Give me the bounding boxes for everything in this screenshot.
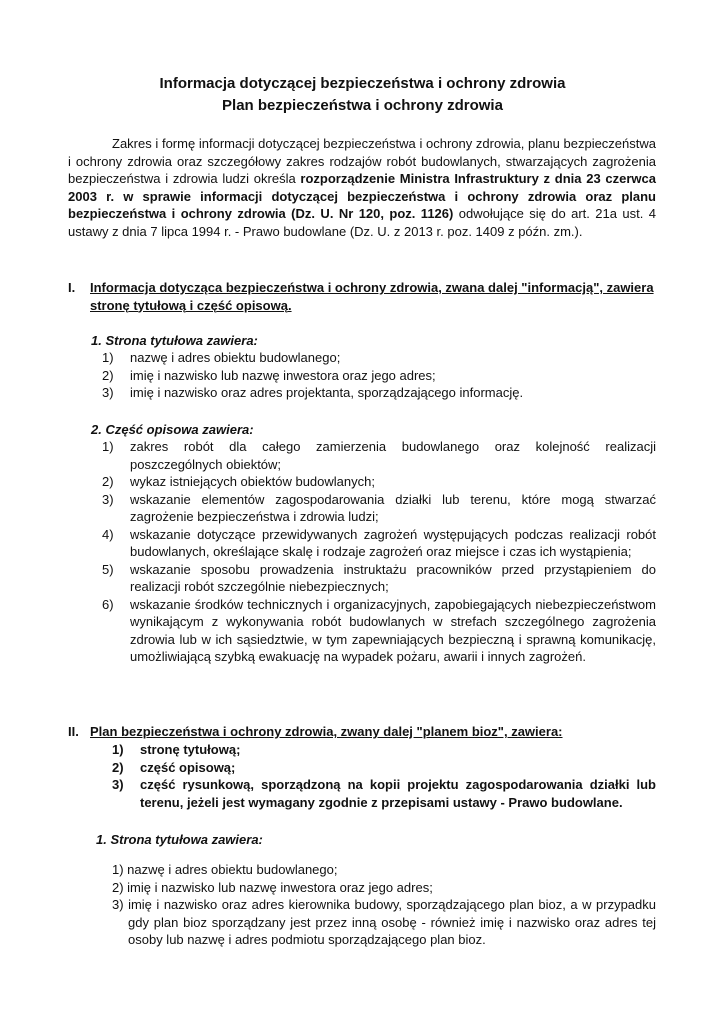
list-item: 2) wykaz istniejących obiektów budowlanych;	[102, 474, 375, 489]
section-1-heading	[68, 279, 658, 314]
list-item: 2) imię i nazwisko lub nazwę inwestora oraz jego adres;	[112, 879, 433, 895]
section-2-title: Plan bezpieczeństwa i ochrony zdrowia, zwany dalej "planem bioz", zawiera:	[90, 724, 563, 739]
document-title: Informacja dotyczącej bezpieczeństwa i ochrony zdrowia	[159, 75, 566, 92]
intro-text-a: Zakres i formę informacji dotyczącej bezpieczeństwa i ochrony zdrowia, planu bezpieczeństwa i ochrony zdrowia oraz szczegółowy zakres rodzajów robót budowlanych, stwarzających zagrożenia bezpieczeństwa i zdrowia ludzi określa	[68, 136, 656, 186]
list-item: 3) imię i nazwisko oraz adres projektanta, sporządzającego informację.	[102, 385, 524, 400]
list-item: 1) nazwę i adres obiektu budowlanego;	[102, 350, 341, 365]
section-2-contents-list	[112, 741, 656, 811]
list-item: 6) wskazanie środków technicznych i organizacyjnych, zapobiegających niebezpieczeństwom wynikającym z wykonywania robót budowlanych w strefach szczególnego zagrożenia zdrowia lub w ich sąsiedztwie, w tym zapewniających bezpieczną i sprawną komunikację, umożliwiającą szybką ewakuację na wypadek pożaru, awarii i innych zagrożeń.	[102, 596, 656, 664]
list-item: 1) stronę tytułową;	[112, 742, 241, 757]
section-1-sub-2-heading: 2. Część opisowa zawiera:	[91, 422, 254, 437]
section-1-sub-1-list	[102, 349, 562, 402]
section-1-number: I.	[68, 280, 76, 295]
list-item: 3) część rysunkową, sporządzoną na kopii projektu zagospodarowania działki lub terenu, jeżeli jest wymagany zgodnie z przepisami ustawy - Prawo budowlane.	[112, 777, 656, 810]
list-item: 1) nazwę i adres obiektu budowlanego;	[112, 862, 338, 877]
list-item: 3) imię i nazwisko oraz adres kierownika budowy, sporządzającego plan bioz, a w przypadku gdy plan bioz sporządzany jest przez inną osobę - również imię i nazwisko oraz adres tej osoby lub nazwę i adres podmiotu sporządzającego plan bioz.	[112, 897, 656, 947]
list-item: 2) imię i nazwisko lub nazwę inwestora oraz jego adres;	[102, 367, 436, 383]
list-item: 1) zakres robót dla całego zamierzenia budowlanego oraz kolejność realizacji poszczególnych obiektów;	[102, 439, 656, 472]
list-item: 5) wskazanie sposobu prowadzenia instruktażu pracowników przed przystąpieniem do realizacji robót szczególnie niebezpiecznych;	[102, 561, 656, 594]
section-2-heading	[68, 723, 658, 741]
list-item: 4) wskazanie dotyczące przewidywanych zagrożeń występujących podczas realizacji robót budowlanych, określające skalę i rodzaje zagrożeń oraz miejsce i czas ich wystąpienia;	[102, 526, 656, 559]
list-item: 3) wskazanie elementów zagospodarowania działki lub terenu, które mogą stwarzać zagrożenie bezpieczeństwa i zdrowia ludzi;	[102, 491, 656, 524]
intro-paragraph	[68, 135, 656, 240]
list-item: 2) część opisową;	[112, 759, 236, 775]
intro-text-c: odwołujące się do art. 21a ust. 4 ustawy z dnia 7 lipca 1994 r. - Prawo budowlane (Dz. U. z 2013 r. poz. 1409 z późn. zm.).	[68, 206, 656, 239]
section-2-number: II.	[68, 724, 79, 739]
section-1-sub-1-heading: 1. Strona tytułowa zawiera:	[91, 333, 258, 348]
section-2-sub-1-heading: 1. Strona tytułowa zawiera:	[96, 832, 263, 847]
section-1-title: Informacja dotycząca bezpieczeństwa i ochrony zdrowia, zwana dalej "informacją", zawiera stronę tytułową i część opisową.	[90, 280, 654, 313]
section-2-sub-1-list	[112, 861, 656, 949]
section-1-sub-2-list	[102, 438, 656, 666]
document-subtitle: Plan bezpieczeństwa i ochrony zdrowia	[222, 97, 503, 114]
intro-regulation: rozporządzenie Ministra Infrastruktury z dnia 23 czerwca 2003 r. w sprawie informacji dotyczącej bezpieczeństwa i ochrony zdrowia oraz planu bezpieczeństwa i ochrony zdrowia (Dz. U. Nr 120, poz. 1126)	[68, 171, 656, 221]
